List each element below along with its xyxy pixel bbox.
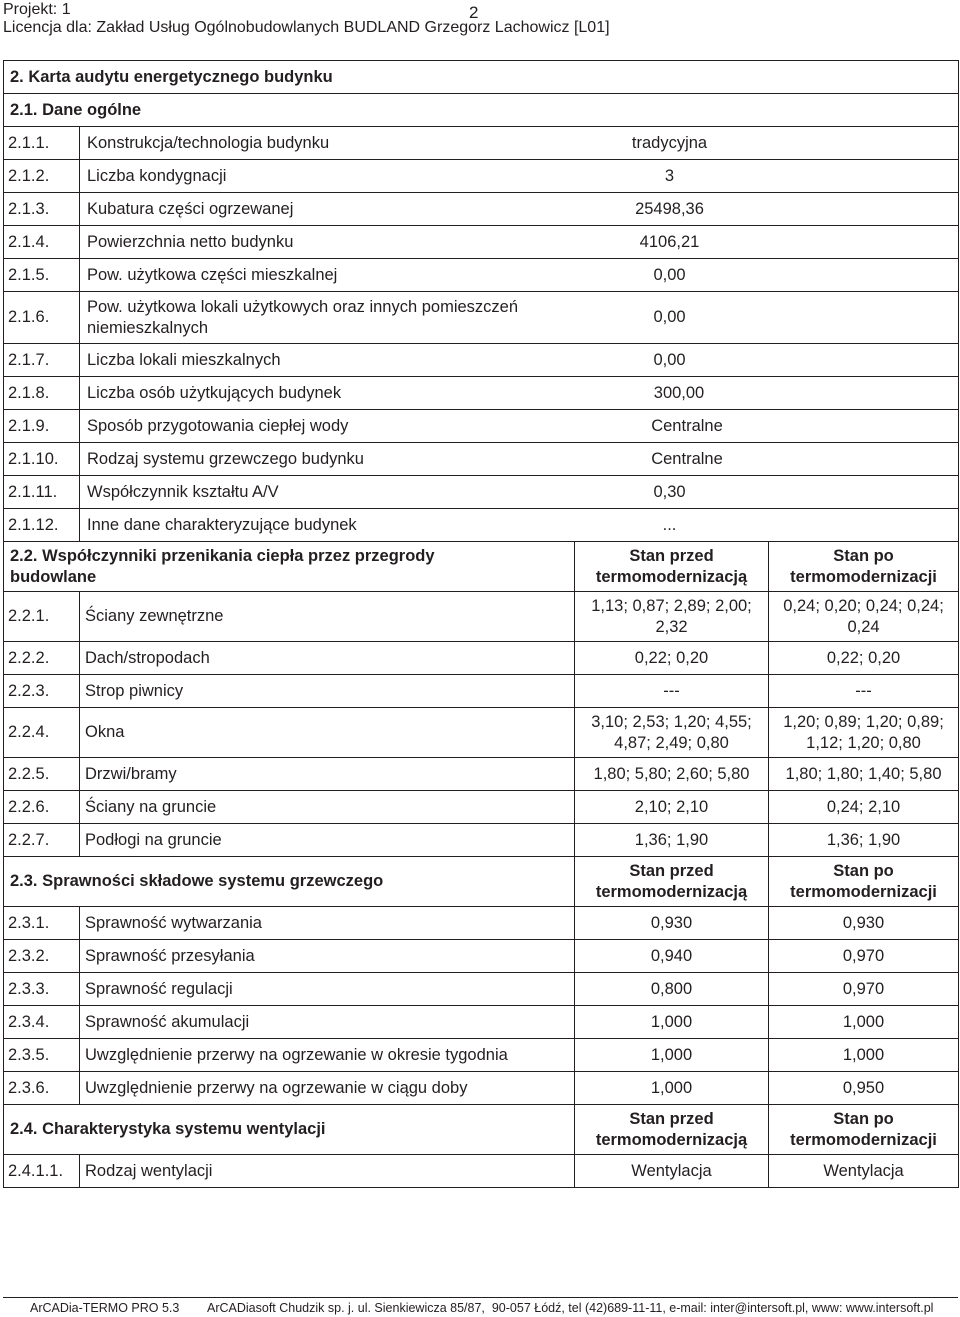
value-before: 1,36; 1,90 — [575, 824, 769, 857]
row-label: Liczba lokali mieszkalnych — [87, 350, 281, 369]
row-label: Współczynnik kształtu A/V — [87, 482, 279, 501]
row-label: Liczba kondygnacji — [87, 166, 227, 185]
row-value: Centralne — [651, 416, 723, 435]
value-after: 0,22; 0,20 — [769, 642, 959, 675]
row-number: 2.1.8. — [4, 377, 80, 410]
row-label: Pow. użytkowa części mieszkalnej — [87, 265, 338, 284]
row-label: Liczba osób użytkujących budynek — [87, 383, 342, 402]
value-before: 1,80; 5,80; 2,60; 5,80 — [575, 758, 769, 791]
row-number: 2.1.5. — [4, 259, 80, 292]
row-number: 2.1.4. — [4, 226, 80, 259]
row-value: ... — [662, 515, 677, 534]
row-value: Centralne — [651, 449, 723, 468]
row-content — [80, 410, 959, 443]
value-after: 0,930 — [769, 907, 959, 940]
section-header-row — [4, 857, 959, 907]
table-row — [4, 940, 959, 973]
row-number: 2.2.7. — [4, 824, 80, 857]
card-title-row — [4, 61, 959, 94]
table-row — [4, 259, 959, 292]
value-after: --- — [769, 675, 959, 708]
footer-software: ArCADia-TERMO PRO 5.3 — [30, 1301, 180, 1315]
row-label: Dach/stropodach — [80, 642, 575, 675]
column-header-after — [769, 542, 959, 592]
table-row — [4, 127, 959, 160]
column-header-after — [769, 1105, 959, 1155]
value-after: 0,970 — [769, 940, 959, 973]
row-value: 0,00 — [653, 265, 686, 284]
column-header-line: Stan przed — [629, 861, 714, 880]
row-number: 2.3.4. — [4, 1006, 80, 1039]
row-label: Sposób przygotowania ciepłej wody — [87, 416, 349, 435]
column-header-before — [575, 857, 769, 907]
value-after: 1,000 — [769, 1039, 959, 1072]
value-before: Wentylacja — [575, 1155, 769, 1188]
row-number: 2.2.4. — [4, 708, 80, 758]
value-before: 0,940 — [575, 940, 769, 973]
row-number: 2.1.3. — [4, 193, 80, 226]
row-value: 4106,21 — [639, 232, 700, 251]
table-row — [4, 1072, 959, 1105]
row-number: 2.3.3. — [4, 973, 80, 1006]
column-header-line: Stan po — [833, 546, 894, 565]
row-number: 2.1.12. — [4, 509, 80, 542]
value-before: 0,930 — [575, 907, 769, 940]
table-row — [4, 1006, 959, 1039]
row-label: Powierzchnia netto budynku — [87, 232, 294, 251]
section-title-general: 2.1. Dane ogólne — [4, 94, 959, 127]
row-label: Sprawność regulacji — [80, 973, 575, 1006]
value-before — [575, 708, 769, 758]
table-row — [4, 907, 959, 940]
row-number: 2.1.1. — [4, 127, 80, 160]
row-value: tradycyjna — [631, 133, 708, 152]
table-row — [4, 292, 959, 344]
value-after — [769, 592, 959, 642]
section-header-row — [4, 542, 959, 592]
row-label: Uwzględnienie przerwy na ogrzewanie w okresie tygodnia — [80, 1039, 575, 1072]
row-value: 25498,36 — [635, 199, 704, 218]
row-content — [80, 377, 959, 410]
value-before: 0,22; 0,20 — [575, 642, 769, 675]
row-value: 3 — [664, 166, 675, 185]
value-before: 1,000 — [575, 1006, 769, 1039]
column-header-line: termomodernizacją — [595, 567, 748, 586]
row-label: Sprawność przesyłania — [80, 940, 575, 973]
row-content — [80, 443, 959, 476]
table-row — [4, 443, 959, 476]
section-title-row — [4, 94, 959, 127]
row-number: 2.2.3. — [4, 675, 80, 708]
row-number: 2.3.5. — [4, 1039, 80, 1072]
page-number: 2 — [469, 3, 479, 22]
table-row — [4, 509, 959, 542]
table-row — [4, 1155, 959, 1188]
section-title-ventilation: 2.4. Charakterystyka systemu wentylacji — [4, 1105, 575, 1155]
value-line: 0,24 — [847, 617, 880, 636]
row-number: 2.2.1. — [4, 592, 80, 642]
row-content — [80, 127, 959, 160]
table-row — [4, 592, 959, 642]
row-label: Drzwi/bramy — [80, 758, 575, 791]
row-label-line: Pow. użytkowa lokali użytkowych oraz innych pomieszczeń — [87, 297, 519, 316]
value-line: 2,32 — [655, 617, 688, 636]
row-number: 2.4.1.1. — [4, 1155, 80, 1188]
row-number: 2.1.9. — [4, 410, 80, 443]
value-after: Wentylacja — [769, 1155, 959, 1188]
section-title-heating: 2.3. Sprawności składowe systemu grzewczego — [4, 857, 575, 907]
column-header-line: termomodernizacji — [790, 1130, 937, 1149]
column-header-before — [575, 1105, 769, 1155]
column-header-line: Stan po — [833, 1109, 894, 1128]
row-label: Okna — [80, 708, 575, 758]
value-after: 1,80; 1,80; 1,40; 5,80 — [769, 758, 959, 791]
table-row — [4, 193, 959, 226]
table-row — [4, 1039, 959, 1072]
row-content — [80, 476, 959, 509]
column-header-before — [575, 542, 769, 592]
row-value: 0,30 — [653, 482, 686, 501]
row-number: 2.2.5. — [4, 758, 80, 791]
row-number: 2.1.6. — [4, 292, 80, 344]
value-before: 1,000 — [575, 1072, 769, 1105]
card-title: 2. Karta audytu energetycznego budynku — [4, 61, 959, 94]
table-row — [4, 377, 959, 410]
column-header-line: termomodernizacją — [595, 1130, 748, 1149]
license-label: Licencja dla: Zakład Usług Ogólnobudowlanych BUDLAND Grzegorz Lachowicz [L01] — [3, 19, 610, 36]
row-number: 2.1.10. — [4, 443, 80, 476]
table-row — [4, 791, 959, 824]
table-row — [4, 410, 959, 443]
table-row — [4, 160, 959, 193]
column-header-line: Stan przed — [629, 546, 714, 565]
value-after: 1,36; 1,90 — [769, 824, 959, 857]
project-label: Projekt: 1 — [3, 1, 71, 18]
section-title-line: budowlane — [10, 567, 97, 586]
table-row — [4, 226, 959, 259]
value-before: 0,800 — [575, 973, 769, 1006]
section-title-partitions — [4, 542, 575, 592]
row-value: 0,00 — [653, 308, 686, 326]
column-header-after — [769, 857, 959, 907]
table-row — [4, 758, 959, 791]
footer-company: ArCADiasoft Chudzik sp. j. ul. Sienkiewicza 85/87, 90-057 Łódź, tel (42)689-11-11, e-mail: inter@intersoft.pl, www: www.intersoft.pl — [207, 1301, 934, 1315]
column-header-line: termomodernizacją — [595, 882, 748, 901]
row-label: Sprawność akumulacji — [80, 1006, 575, 1039]
table-row — [4, 708, 959, 758]
value-line: 1,13; 0,87; 2,89; 2,00; — [591, 596, 752, 615]
row-label — [87, 297, 577, 339]
energy-audit-card-table — [3, 60, 959, 1188]
row-label: Kubatura części ogrzewanej — [87, 199, 294, 218]
table-row — [4, 344, 959, 377]
row-number: 2.2.6. — [4, 791, 80, 824]
table-row — [4, 675, 959, 708]
row-label: Ściany na gruncie — [80, 791, 575, 824]
row-number: 2.1.7. — [4, 344, 80, 377]
value-line: 1,12; 1,20; 0,80 — [806, 733, 921, 752]
column-header-line: termomodernizacji — [790, 567, 937, 586]
column-header-line: Stan przed — [629, 1109, 714, 1128]
row-label: Strop piwnicy — [80, 675, 575, 708]
row-number: 2.3.2. — [4, 940, 80, 973]
value-before: --- — [575, 675, 769, 708]
column-header-line: termomodernizacji — [790, 882, 937, 901]
row-content — [80, 259, 959, 292]
value-line: 1,20; 0,89; 1,20; 0,89; — [783, 712, 944, 731]
row-label: Sprawność wytwarzania — [80, 907, 575, 940]
row-number: 2.1.11. — [4, 476, 80, 509]
value-line: 0,24; 0,20; 0,24; 0,24; — [783, 596, 944, 615]
value-before: 1,000 — [575, 1039, 769, 1072]
footer-rule — [3, 1297, 958, 1298]
value-after: 0,24; 2,10 — [769, 791, 959, 824]
row-label: Uwzględnienie przerwy na ogrzewanie w ciągu doby — [80, 1072, 575, 1105]
value-after: 1,000 — [769, 1006, 959, 1039]
row-label: Inne dane charakteryzujące budynek — [87, 515, 357, 534]
section-header-row — [4, 1105, 959, 1155]
value-before — [575, 592, 769, 642]
row-content — [80, 226, 959, 259]
row-label: Rodzaj wentylacji — [80, 1155, 575, 1188]
value-after — [769, 708, 959, 758]
value-after: 0,970 — [769, 973, 959, 1006]
row-content — [80, 160, 959, 193]
row-label: Konstrukcja/technologia budynku — [87, 133, 330, 152]
table-row — [4, 476, 959, 509]
table-row — [4, 824, 959, 857]
row-label: Ściany zewnętrzne — [80, 592, 575, 642]
row-number: 2.3.6. — [4, 1072, 80, 1105]
row-number: 2.3.1. — [4, 907, 80, 940]
row-label-line: niemieszkalnych — [87, 318, 209, 337]
row-content — [80, 292, 959, 344]
row-label: Rodzaj systemu grzewczego budynku — [87, 449, 364, 468]
value-line: 4,87; 2,49; 0,80 — [614, 733, 729, 752]
table-row — [4, 973, 959, 1006]
row-number: 2.2.2. — [4, 642, 80, 675]
section-title-line: 2.2. Współczynniki przenikania ciepła przez przegrody — [10, 546, 435, 565]
row-content — [80, 193, 959, 226]
row-number: 2.1.2. — [4, 160, 80, 193]
column-header-line: Stan po — [833, 861, 894, 880]
value-line: 3,10; 2,53; 1,20; 4,55; — [591, 712, 752, 731]
value-before: 2,10; 2,10 — [575, 791, 769, 824]
value-after: 0,950 — [769, 1072, 959, 1105]
row-content — [80, 509, 959, 542]
row-content — [80, 344, 959, 377]
row-value: 300,00 — [653, 383, 705, 402]
row-value: 0,00 — [653, 350, 686, 369]
table-row — [4, 642, 959, 675]
row-label: Podłogi na gruncie — [80, 824, 575, 857]
